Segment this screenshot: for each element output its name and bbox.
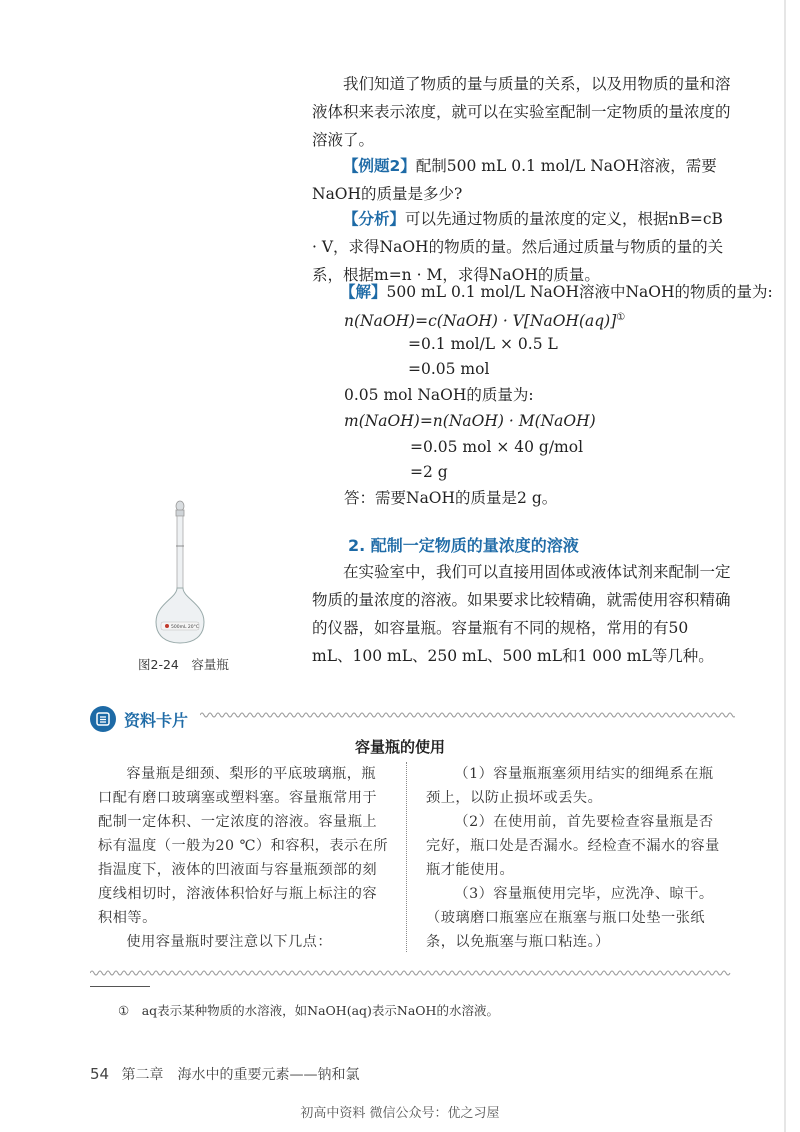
page-footer bbox=[90, 1064, 360, 1084]
solution-label: 【解】 bbox=[340, 283, 387, 301]
section-title: 2. 配制一定物质的量浓度的溶液 bbox=[348, 536, 579, 555]
footnote: ① aq表示某种物质的水溶液，如NaOH(aq)表示NaOH的水溶液。 bbox=[118, 1003, 499, 1018]
answer-line: 答：需要NaOH的质量是2 g。 bbox=[344, 489, 558, 507]
equation-4: m(NaOH)=n(NaOH) · M(NaOH) bbox=[344, 412, 596, 430]
analysis-paragraph bbox=[312, 205, 732, 289]
info-card-right-column bbox=[426, 762, 722, 954]
equation-1 bbox=[344, 306, 625, 333]
example-paragraph bbox=[312, 152, 732, 208]
chapter-title: 第二章 海水中的重要元素——钠和氯 bbox=[121, 1067, 360, 1083]
volumetric-flask-image bbox=[150, 498, 210, 648]
card-left-paragraph-2: 使用容量瓶时要注意以下几点： bbox=[126, 934, 333, 950]
analysis-text: 可以先通过物质的量浓度的定义，根据nB=cB · V，求得NaOH的物质的量。然后通过质量与物质的量的关系，根据m=n · M，求得NaOH的质量。 bbox=[312, 210, 724, 284]
footnote-mark: ① bbox=[616, 312, 626, 323]
analysis-label: 【分析】 bbox=[343, 210, 406, 228]
equation-3: =0.05 mol bbox=[408, 360, 490, 378]
figure-caption: 图2-24 容量瓶 bbox=[138, 657, 229, 672]
card-right-paragraph-2: （2）在使用前，首先要检查容量瓶是否完好，瓶口处是否漏水。经检查不漏水的容量瓶才能使用。 bbox=[426, 814, 720, 878]
equation-5: =0.05 mol × 40 g/mol bbox=[410, 438, 584, 456]
card-right-paragraph-1: （1）容量瓶瓶塞须用结实的细绳系在瓶颈上，以防止损坏或丢失。 bbox=[426, 766, 714, 806]
info-card-label: 资料卡片 bbox=[124, 710, 189, 730]
page-number: 54 bbox=[90, 1065, 110, 1083]
card-column-divider bbox=[406, 762, 407, 952]
card-right-paragraph-3: （3）容量瓶使用完毕，应洗净、晾干。（玻璃磨口瓶塞应在瓶塞与瓶口处垫一张纸条，以免瓶塞与瓶口粘连。） bbox=[426, 886, 714, 950]
info-card-left-column bbox=[98, 762, 390, 954]
analysis-block bbox=[312, 205, 732, 289]
book-icon bbox=[90, 706, 116, 732]
equation-2: =0.1 mol/L × 0.5 L bbox=[408, 335, 558, 353]
solution-first-text: 500 mL 0.1 mol/L NaOH溶液中NaOH的物质的量为: bbox=[386, 283, 773, 301]
solution-first-line bbox=[340, 280, 773, 304]
example-text: 配制500 mL 0.1 mol/L NaOH溶液，需要NaOH的质量是多少? bbox=[312, 157, 717, 203]
footnote-rule bbox=[90, 986, 150, 987]
intro-paragraph bbox=[312, 70, 732, 154]
equation-1-text: n(NaOH)=c(NaOH) · V[NaOH(aq)] bbox=[344, 312, 617, 331]
card-left-paragraph-1: 容量瓶是细颈、梨形的平底玻璃瓶，瓶口配有磨口玻璃塞或塑料塞。容量瓶常用于配制一定体积、一定浓度的溶液。容量瓶上标有温度（一般为20 ℃）和容积，表示在所指温度下，液体的凹液面与容量瓶颈部的刻度线相切时，溶液体积恰好与瓶上标注的容积相等。 bbox=[98, 766, 389, 926]
section-body bbox=[312, 558, 732, 670]
flask-label: 500mL 20°C bbox=[171, 625, 200, 630]
watermark-text: 初高中资料 微信公众号：优之习屋 bbox=[300, 1106, 500, 1121]
section-text: 在实验室中，我们可以直接用固体或液体试剂来配制一定物质的量浓度的溶液。如果要求比较精确，就需使用容积精确的仪器，如容量瓶。容量瓶有不同的规格，常用的有50 mL、100 mL、250 mL、500 mL和1 000 mL等几种。 bbox=[312, 563, 731, 665]
example-label: 【例题2】 bbox=[343, 157, 416, 175]
intro-text: 我们知道了物质的量与质量的关系，以及用物质的量和溶液体积来表示浓度，就可以在实验室配制一定物质的量浓度的溶液了。 bbox=[312, 75, 731, 149]
equation-6: =2 g bbox=[410, 463, 448, 481]
info-card-header bbox=[90, 706, 188, 732]
card-top-wave-rule bbox=[200, 710, 735, 720]
info-card-title: 容量瓶的使用 bbox=[354, 738, 445, 756]
example-block bbox=[312, 152, 732, 208]
mass-intro: 0.05 mol NaOH的质量为: bbox=[344, 386, 534, 404]
card-bottom-wave-rule bbox=[90, 968, 735, 978]
page-fold-shadow bbox=[784, 0, 786, 1132]
